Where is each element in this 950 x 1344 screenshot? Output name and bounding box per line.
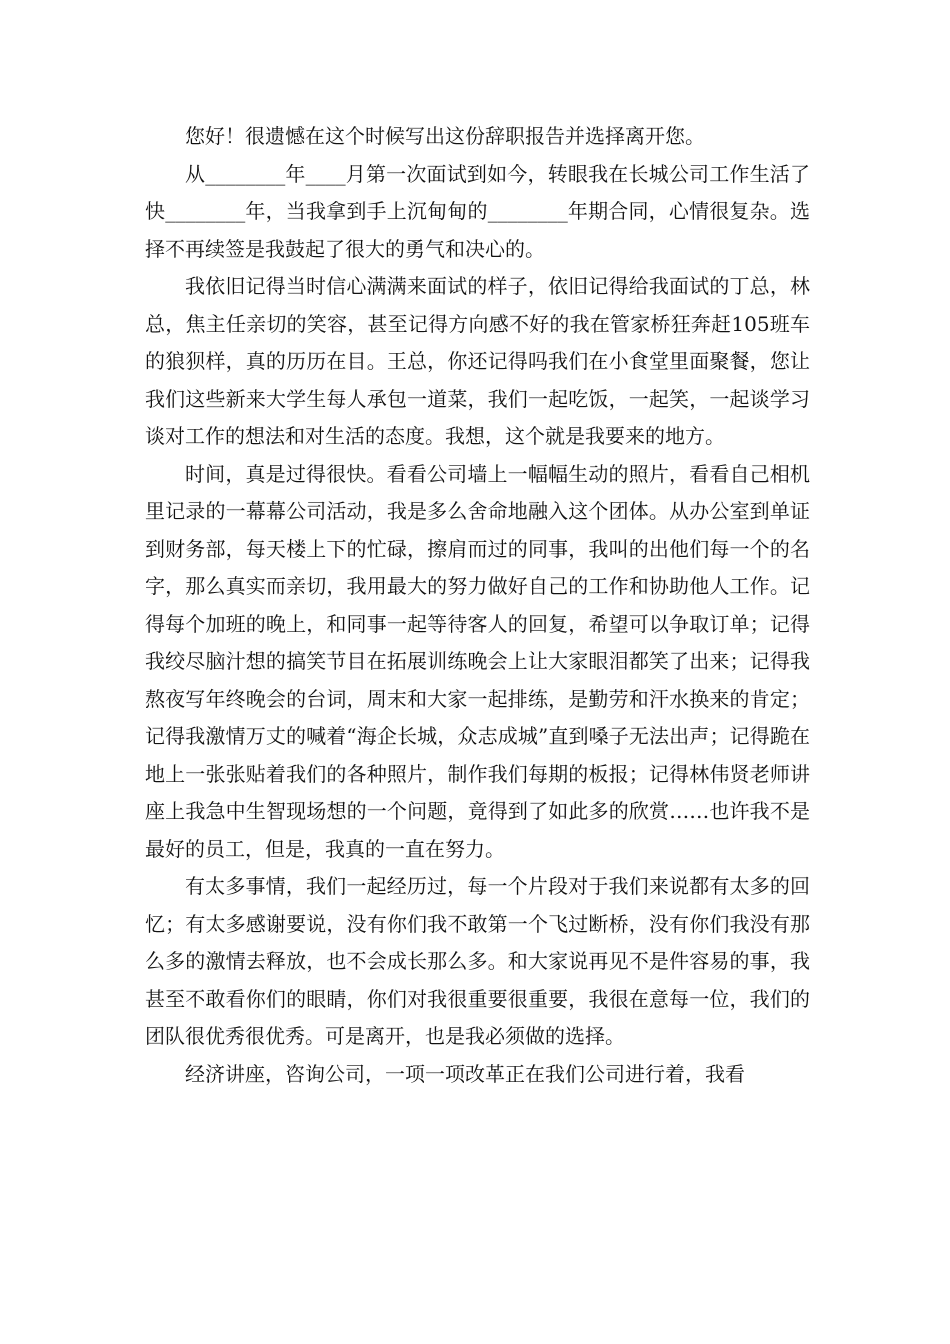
paragraph-gratitude: 有太多事情，我们一起经历过，每一个片段对于我们来说都有太多的回忆；有太多感谢要说，没有你们我不敢第一个飞过断桥，没有你们我没有那么多的激情去释放，也不会成长那么多。和大家说再见不是件容易的事，我甚至不敢看你们的眼睛，你们对我很重要很重要，我很在意每一位，我们的团队很优秀很优秀。可是离开，也是我必须做的选择。 (145, 874, 810, 1048)
paragraph-contract: 从________年____月第一次面试到如今，转眼我在长城公司工作生活了快________年，当我拿到手上沉甸甸的________年期合同，心情很复杂。选择不再续签是我鼓起了很大的勇气和决心的。 (145, 161, 810, 261)
paragraph-time-memories: 时间，真是过得很快。看看公司墙上一幅幅生动的照片，看看自己相机里记录的一幕幕公司活动，我是多么舍命地融入这个团体。从办公室到单证到财务部，每天楼上下的忙碌，擦肩而过的同事，我叫的出他们每一个的名字，那么真实而亲切，我用最大的努力做好自己的工作和协助他人工作。记得每个加班的晚上，和同事一起等待客人的回复，希望可以争取订单；记得我绞尽脑汁想的搞笑节目在拓展训练晚会上让大家眼泪都笑了出来；记得我熬夜写年终晚会的台词，周末和大家一起排练，是勤劳和汗水换来的肯定；记得我激情万丈的喊着“海企长城，众志成城”直到嗓子无法出声；记得跪在地上一张张贴着我们的各种照片，制作我们每期的板报；记得林伟贤老师讲座上我急中生智现场想的一个问题，竟得到了如此多的欣赏……也许我不是最好的员工，但是，我真的一直在努力。 (145, 461, 810, 861)
paragraph-interview-memory: 我依旧记得当时信心满满来面试的样子，依旧记得给我面试的丁总，林总，焦主任亲切的笑容，甚至记得方向感不好的我在管家桥狂奔赶105班车的狼狈样，真的历历在目。王总，你还记得吗我们在小食堂里面聚餐，您让我们这些新来大学生每人承包一道菜，我们一起吃饭，一起笑，一起谈学习谈对工作的想法和对生活的态度。我想，这个就是我要来的地方。 (145, 274, 810, 448)
paragraph-greeting: 您好！很遗憾在这个时候写出这份辞职报告并选择离开您。 (185, 124, 705, 148)
letter-body (145, 118, 810, 1093)
paragraph-reform: 经济讲座，咨询公司，一项一项改革正在我们公司进行着，我看 (185, 1061, 745, 1086)
